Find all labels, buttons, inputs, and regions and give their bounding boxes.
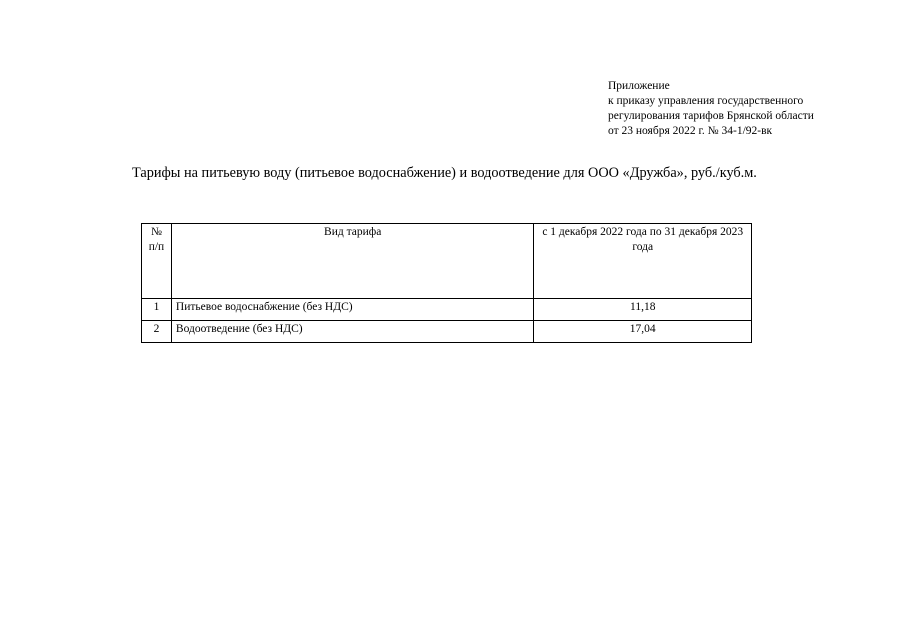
tariffs-table — [141, 223, 752, 343]
document-title: Тарифы на питьевую воду (питьевое водоснабжение) и водоотведение для ООО «Дружба», руб./куб.м. — [132, 165, 757, 181]
appendix-line-4: от 23 ноября 2022 г. № 34-1/92-вк — [608, 125, 773, 137]
row-tariff-value: 11,18 — [534, 299, 752, 321]
row-number: 2 — [142, 321, 172, 343]
header-period: с 1 декабря 2022 года по 31 декабря 2023 года — [534, 224, 752, 299]
header-number: № п/п — [142, 224, 172, 299]
appendix-line-2: к приказу управления государственного — [608, 95, 804, 107]
appendix-line-3: регулирования тарифов Брянской области — [608, 110, 814, 122]
row-tariff-type: Питьевое водоснабжение (без НДС) — [171, 299, 534, 321]
header-tariff-type: Вид тарифа — [171, 224, 534, 299]
appendix-block — [608, 79, 814, 139]
table-row — [142, 321, 752, 343]
row-tariff-value: 17,04 — [534, 321, 752, 343]
appendix-line-1: Приложение — [608, 80, 670, 92]
row-number: 1 — [142, 299, 172, 321]
table-row — [142, 299, 752, 321]
row-tariff-type: Водоотведение (без НДС) — [171, 321, 534, 343]
table-header-row — [142, 224, 752, 299]
